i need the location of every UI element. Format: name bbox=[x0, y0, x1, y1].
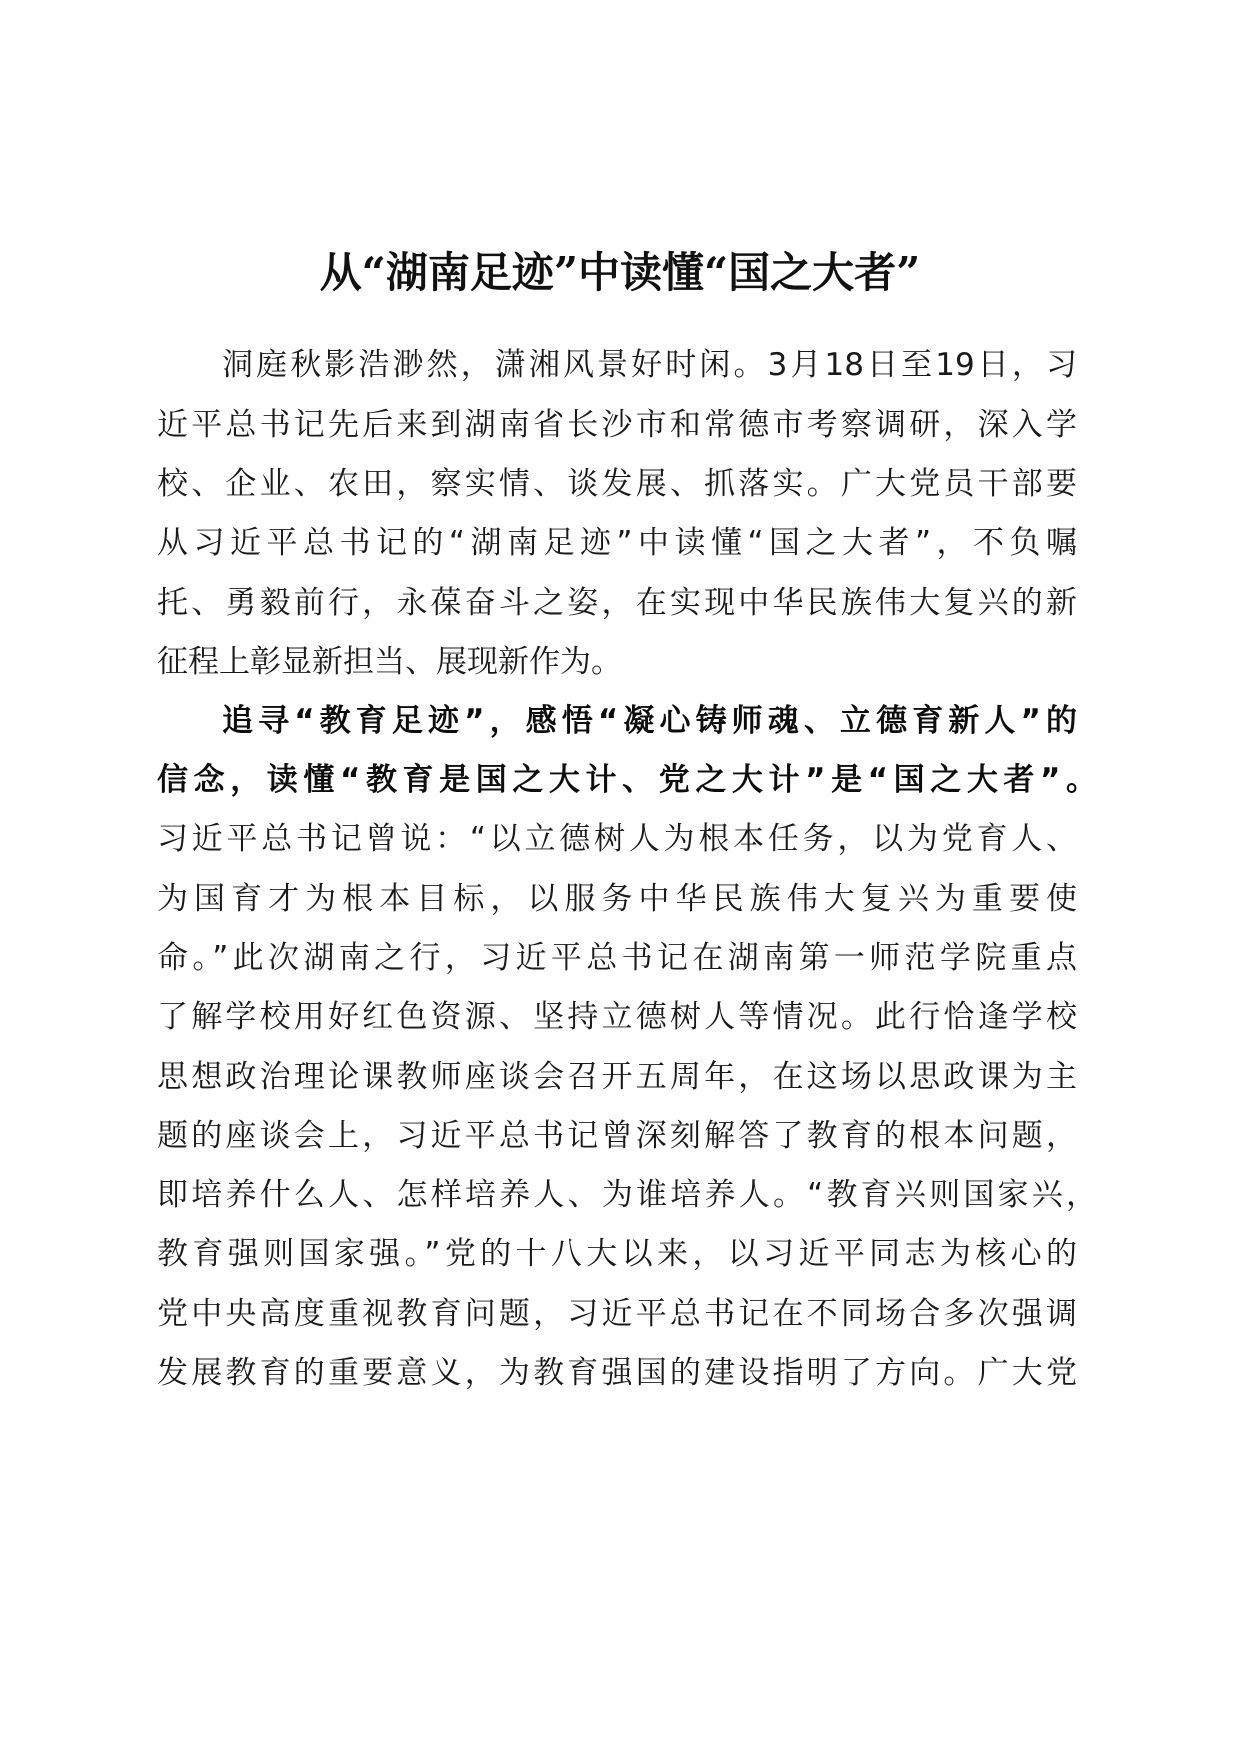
paragraph-1-line-1: 洞庭秋影浩渺然，潇湘风景好时闲。3月18日至19日，习 bbox=[222, 347, 1077, 383]
paragraph-2-line-10: 教育强则国家强。”党的十八大以来，以习近平同志为核心的 bbox=[157, 1236, 1077, 1272]
paragraph-2-line-5: 命。”此次湖南之行，习近平总书记在湖南第一师范学院重点 bbox=[157, 940, 1077, 976]
paragraph-2-line-12: 发展教育的重要意义，为教育强国的建设指明了方向。广大党 bbox=[157, 1355, 1077, 1391]
paragraph-2-line-11: 党中央高度重视教育问题，习近平总书记在不同场合多次强调 bbox=[157, 1296, 1077, 1332]
paragraph-2-line-7: 思想政治理论课教师座谈会召开五周年，在这场以思政课为主 bbox=[157, 1059, 1077, 1095]
paragraph-2-line-3: 习近平总书记曾说：“以立德树人为根本任务，以为党育人、 bbox=[157, 821, 1077, 857]
paragraph-1-line-3: 校、企业、农田，察实情、谈发展、抓落实。广大党员干部要 bbox=[157, 466, 1077, 502]
paragraph-2-heading-line-1: 追寻“教育足迹”，感悟“凝心铸师魂、立德育新人”的 bbox=[222, 703, 1077, 739]
paragraph-1-line-4: 从习近平总书记的“湖南足迹”中读懂“国之大者”，不负嘱 bbox=[157, 525, 1077, 561]
paragraph-1-line-5: 托、勇毅前行，永葆奋斗之姿，在实现中华民族伟大复兴的新 bbox=[157, 585, 1077, 621]
paragraph-1-line-6: 征程上彰显新担当、展现新作为。 bbox=[157, 644, 622, 680]
paragraph-2-heading-line-2: 信念，读懂“教育是国之大计、党之大计”是“国之大者”。 bbox=[157, 762, 1097, 798]
paragraph-2-line-9: 即培养什么人、怎样培养人、为谁培养人。“教育兴则国家兴， bbox=[157, 1177, 1097, 1213]
paragraph-2-line-8: 题的座谈会上，习近平总书记曾深刻解答了教育的根本问题， bbox=[157, 1118, 1077, 1154]
paragraph-2-line-4: 为国育才为根本目标，以服务中华民族伟大复兴为重要使 bbox=[157, 881, 1077, 917]
document-title: 从“湖南足迹”中读懂“国之大者” bbox=[319, 248, 921, 297]
paragraph-2-line-6: 了解学校用好红色资源、坚持立德树人等情况。此行恰逢学校 bbox=[157, 999, 1077, 1035]
paragraph-1-line-2: 近平总书记先后来到湖南省长沙市和常德市考察调研，深入学 bbox=[157, 407, 1077, 443]
